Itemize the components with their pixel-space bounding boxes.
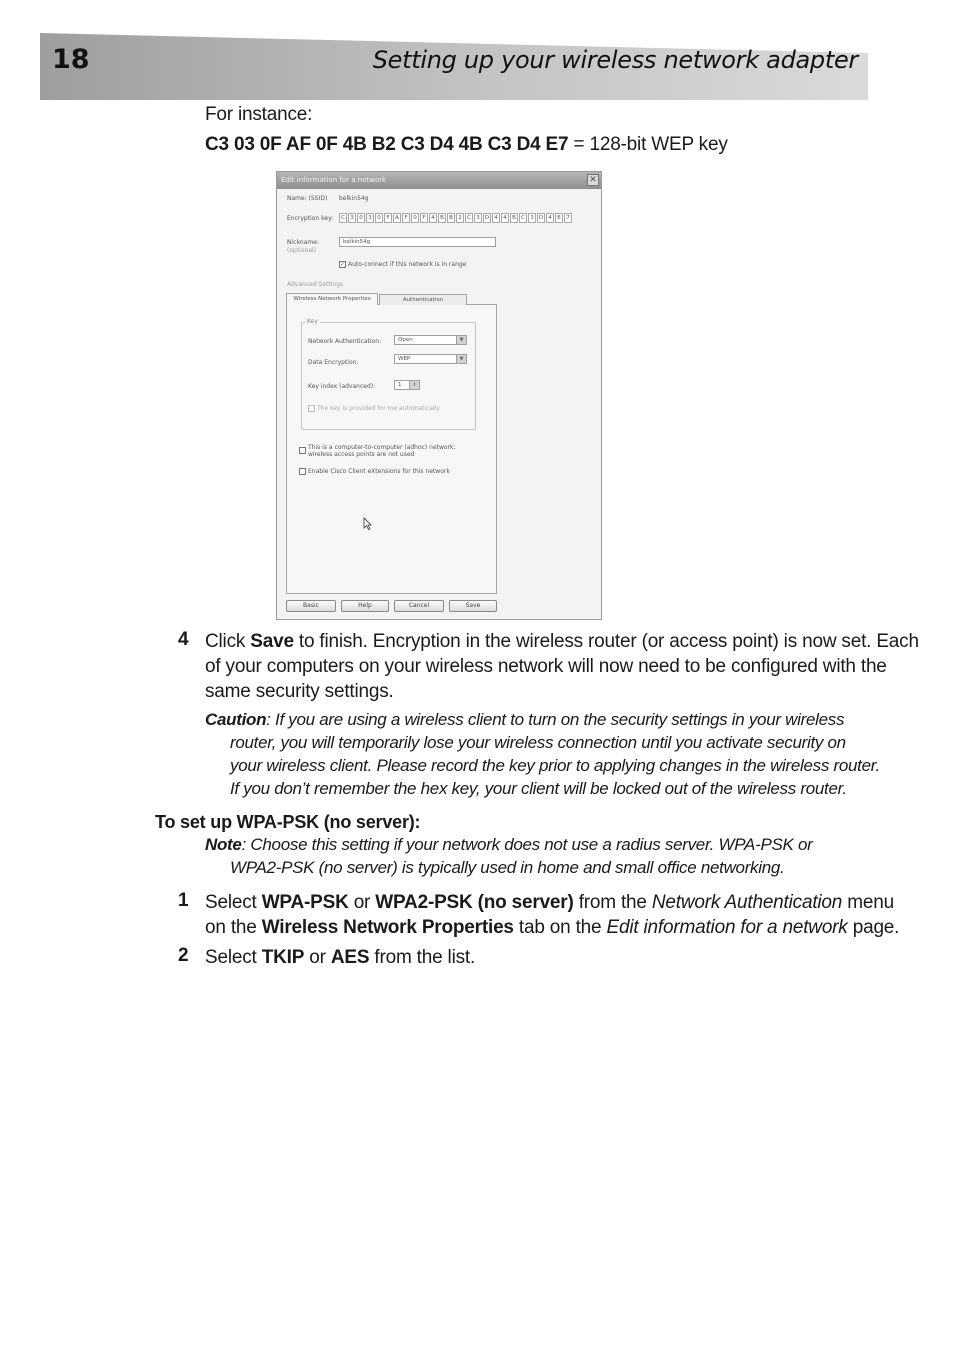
- key-cell: F: [420, 213, 428, 223]
- chapter-title: Setting up your wireless network adapter: [372, 46, 858, 74]
- step1-text: from the: [573, 892, 652, 913]
- data-encryption-select[interactable]: [394, 354, 467, 364]
- encryption-key-label: Encryption key:: [287, 215, 334, 222]
- step2-text: or: [304, 947, 331, 968]
- data-encryption-label: Data Encryption:: [308, 359, 359, 366]
- key-cell: 4: [501, 213, 509, 223]
- close-icon[interactable]: ✕: [587, 174, 599, 186]
- mouse-pointer-icon: [363, 517, 372, 530]
- key-cell: 4: [546, 213, 554, 223]
- key-cell: C: [339, 213, 347, 223]
- key-cell: F: [402, 213, 410, 223]
- chevron-down-icon: ▼: [456, 336, 466, 344]
- key-cell: E: [555, 213, 563, 223]
- caution-line4: If you don’t remember the hex key, your client will be locked out of the wireless router.: [230, 779, 847, 798]
- spinner-arrows-icon: ⇕: [409, 381, 419, 389]
- key-index-label: Key index (advanced):: [308, 383, 376, 390]
- caution-text: : If you are using a wireless client to turn on the security settings in your wireless: [266, 710, 845, 729]
- chevron-down-icon: ▼: [456, 355, 466, 363]
- step-number: 2: [178, 945, 189, 966]
- network-authentication-value: Open: [398, 337, 413, 343]
- adhoc-checkbox[interactable]: [299, 447, 306, 454]
- step4-paragraph: [205, 629, 919, 704]
- key-auto-label: The key is provided for me automatically: [317, 405, 440, 412]
- hex-key: C3 03 0F AF 0F 4B B2 C3 D4 4B C3 D4 E7: [205, 134, 569, 155]
- key-cell: A: [393, 213, 401, 223]
- aes-term: AES: [330, 947, 370, 968]
- nickname-label: Nickname:: [287, 239, 319, 246]
- for-instance-text: For instance:: [205, 104, 313, 125]
- key-cell: C: [519, 213, 527, 223]
- note-line2: WPA2-PSK (no server) is typically used in home and small office networking.: [230, 858, 785, 877]
- tab-authentication[interactable]: Authentication: [379, 294, 467, 305]
- tkip-term: TKIP: [261, 947, 305, 968]
- key-cell: C: [465, 213, 473, 223]
- key-cell: 7: [564, 213, 572, 223]
- key-index-spinner[interactable]: [394, 380, 420, 390]
- step1-text: tab on the: [513, 917, 607, 938]
- key-index-value: 1: [398, 382, 402, 388]
- key-cell: 3: [528, 213, 536, 223]
- dialog-title: Edit information for a network: [277, 172, 601, 189]
- hex-key-suffix: = 128-bit WEP key: [568, 134, 728, 155]
- step2-paragraph: [205, 945, 475, 970]
- step1-text: or: [348, 892, 376, 913]
- cisco-label: Enable Cisco Client eXtensions for this network: [308, 468, 450, 475]
- nickname-input[interactable]: belkin54g: [339, 237, 496, 247]
- wpa-psk-heading: To set up WPA-PSK (no server):: [155, 812, 421, 832]
- page-number: 18: [52, 44, 90, 75]
- wireless-network-properties-term: Wireless Network Properties: [261, 917, 514, 938]
- adhoc-label-1: This is a computer-to-computer (adhoc) network;: [308, 444, 456, 451]
- auto-connect-checkbox[interactable]: ✓: [340, 261, 346, 268]
- key-cell: B: [438, 213, 446, 223]
- key-cell: D: [484, 215, 490, 221]
- note: [205, 833, 813, 879]
- key-cell: 3: [474, 213, 482, 223]
- wpa-psk-term: WPA-PSK: [261, 892, 349, 913]
- step4-line3: same security settings.: [205, 681, 394, 702]
- caution-note: [205, 708, 880, 800]
- step1-text: on the: [205, 917, 262, 938]
- auto-connect-label: Auto-connect if this network is in range: [348, 261, 467, 268]
- tab-wireless-network-properties[interactable]: Wireless Network Properties: [286, 293, 378, 305]
- advanced-settings-label: Advanced Settings: [287, 281, 344, 288]
- step4-text: Click: [205, 631, 251, 652]
- step-number: 4: [178, 629, 189, 650]
- nickname-optional: (optional): [287, 247, 316, 254]
- step1-text: page.: [847, 917, 900, 938]
- step1-paragraph: [205, 890, 899, 940]
- network-authentication-label: Network Authentication:: [308, 338, 382, 345]
- adhoc-label-2: wireless access points are not used: [308, 451, 415, 458]
- key-cell: 4: [429, 213, 437, 223]
- save-term: Save: [250, 631, 294, 652]
- wpa2-psk-term: WPA2-PSK (no server): [375, 892, 574, 913]
- key-auto-checkbox[interactable]: [308, 405, 315, 412]
- key-cell: B: [447, 213, 455, 223]
- step-number: 1: [178, 890, 189, 911]
- help-button[interactable]: Help: [341, 600, 389, 612]
- step4-text: to finish. Encryption in the wireless router (or access point) is now set. Each: [293, 631, 919, 652]
- encryption-key-input[interactable]: [339, 213, 573, 223]
- key-cell: 3: [366, 213, 374, 223]
- step1-text: menu: [842, 892, 894, 913]
- network-authentication-select[interactable]: [394, 335, 467, 345]
- caution-line3: your wireless client. Please record the key prior to applying changes in the wireless router.: [230, 756, 880, 775]
- name-value: belkin54g: [339, 195, 369, 202]
- save-button[interactable]: Save: [449, 600, 497, 612]
- key-cell: 0: [357, 213, 365, 223]
- note-label: Note: [205, 835, 242, 854]
- edit-information-term: Edit information for a network: [606, 917, 848, 938]
- key-cell: F: [384, 213, 392, 223]
- cancel-button[interactable]: Cancel: [394, 600, 444, 612]
- key-cell: 3: [348, 213, 356, 223]
- data-encryption-value: WEP: [398, 356, 411, 362]
- name-label: Name: (SSID): [287, 195, 328, 202]
- key-cell: 0: [411, 213, 419, 223]
- edit-network-dialog: [276, 171, 602, 620]
- basic-button[interactable]: Basic: [286, 600, 336, 612]
- step2-text: from the list.: [369, 947, 476, 968]
- key-cell: 0: [375, 213, 383, 223]
- note-text: : Choose this setting if your network does not use a radius server. WPA-PSK or: [241, 835, 813, 854]
- step2-text: Select: [205, 947, 262, 968]
- key-cell: 2: [456, 213, 464, 223]
- key-cell: D: [538, 215, 544, 221]
- hex-key-line: [205, 132, 728, 157]
- network-authentication-term: Network Authentication: [651, 892, 843, 913]
- key-cell: 4: [492, 213, 500, 223]
- key-cell: B: [510, 213, 518, 223]
- caution-line2: router, you will temporarily lose your wireless connection until you activate security on: [230, 733, 846, 752]
- step4-line2: of your computers on your wireless network will now need to be configured with the: [205, 656, 887, 677]
- step1-text: Select: [205, 892, 262, 913]
- cisco-checkbox[interactable]: [299, 468, 306, 475]
- caution-label: Caution: [205, 710, 267, 729]
- key-group-label: Key: [307, 318, 318, 325]
